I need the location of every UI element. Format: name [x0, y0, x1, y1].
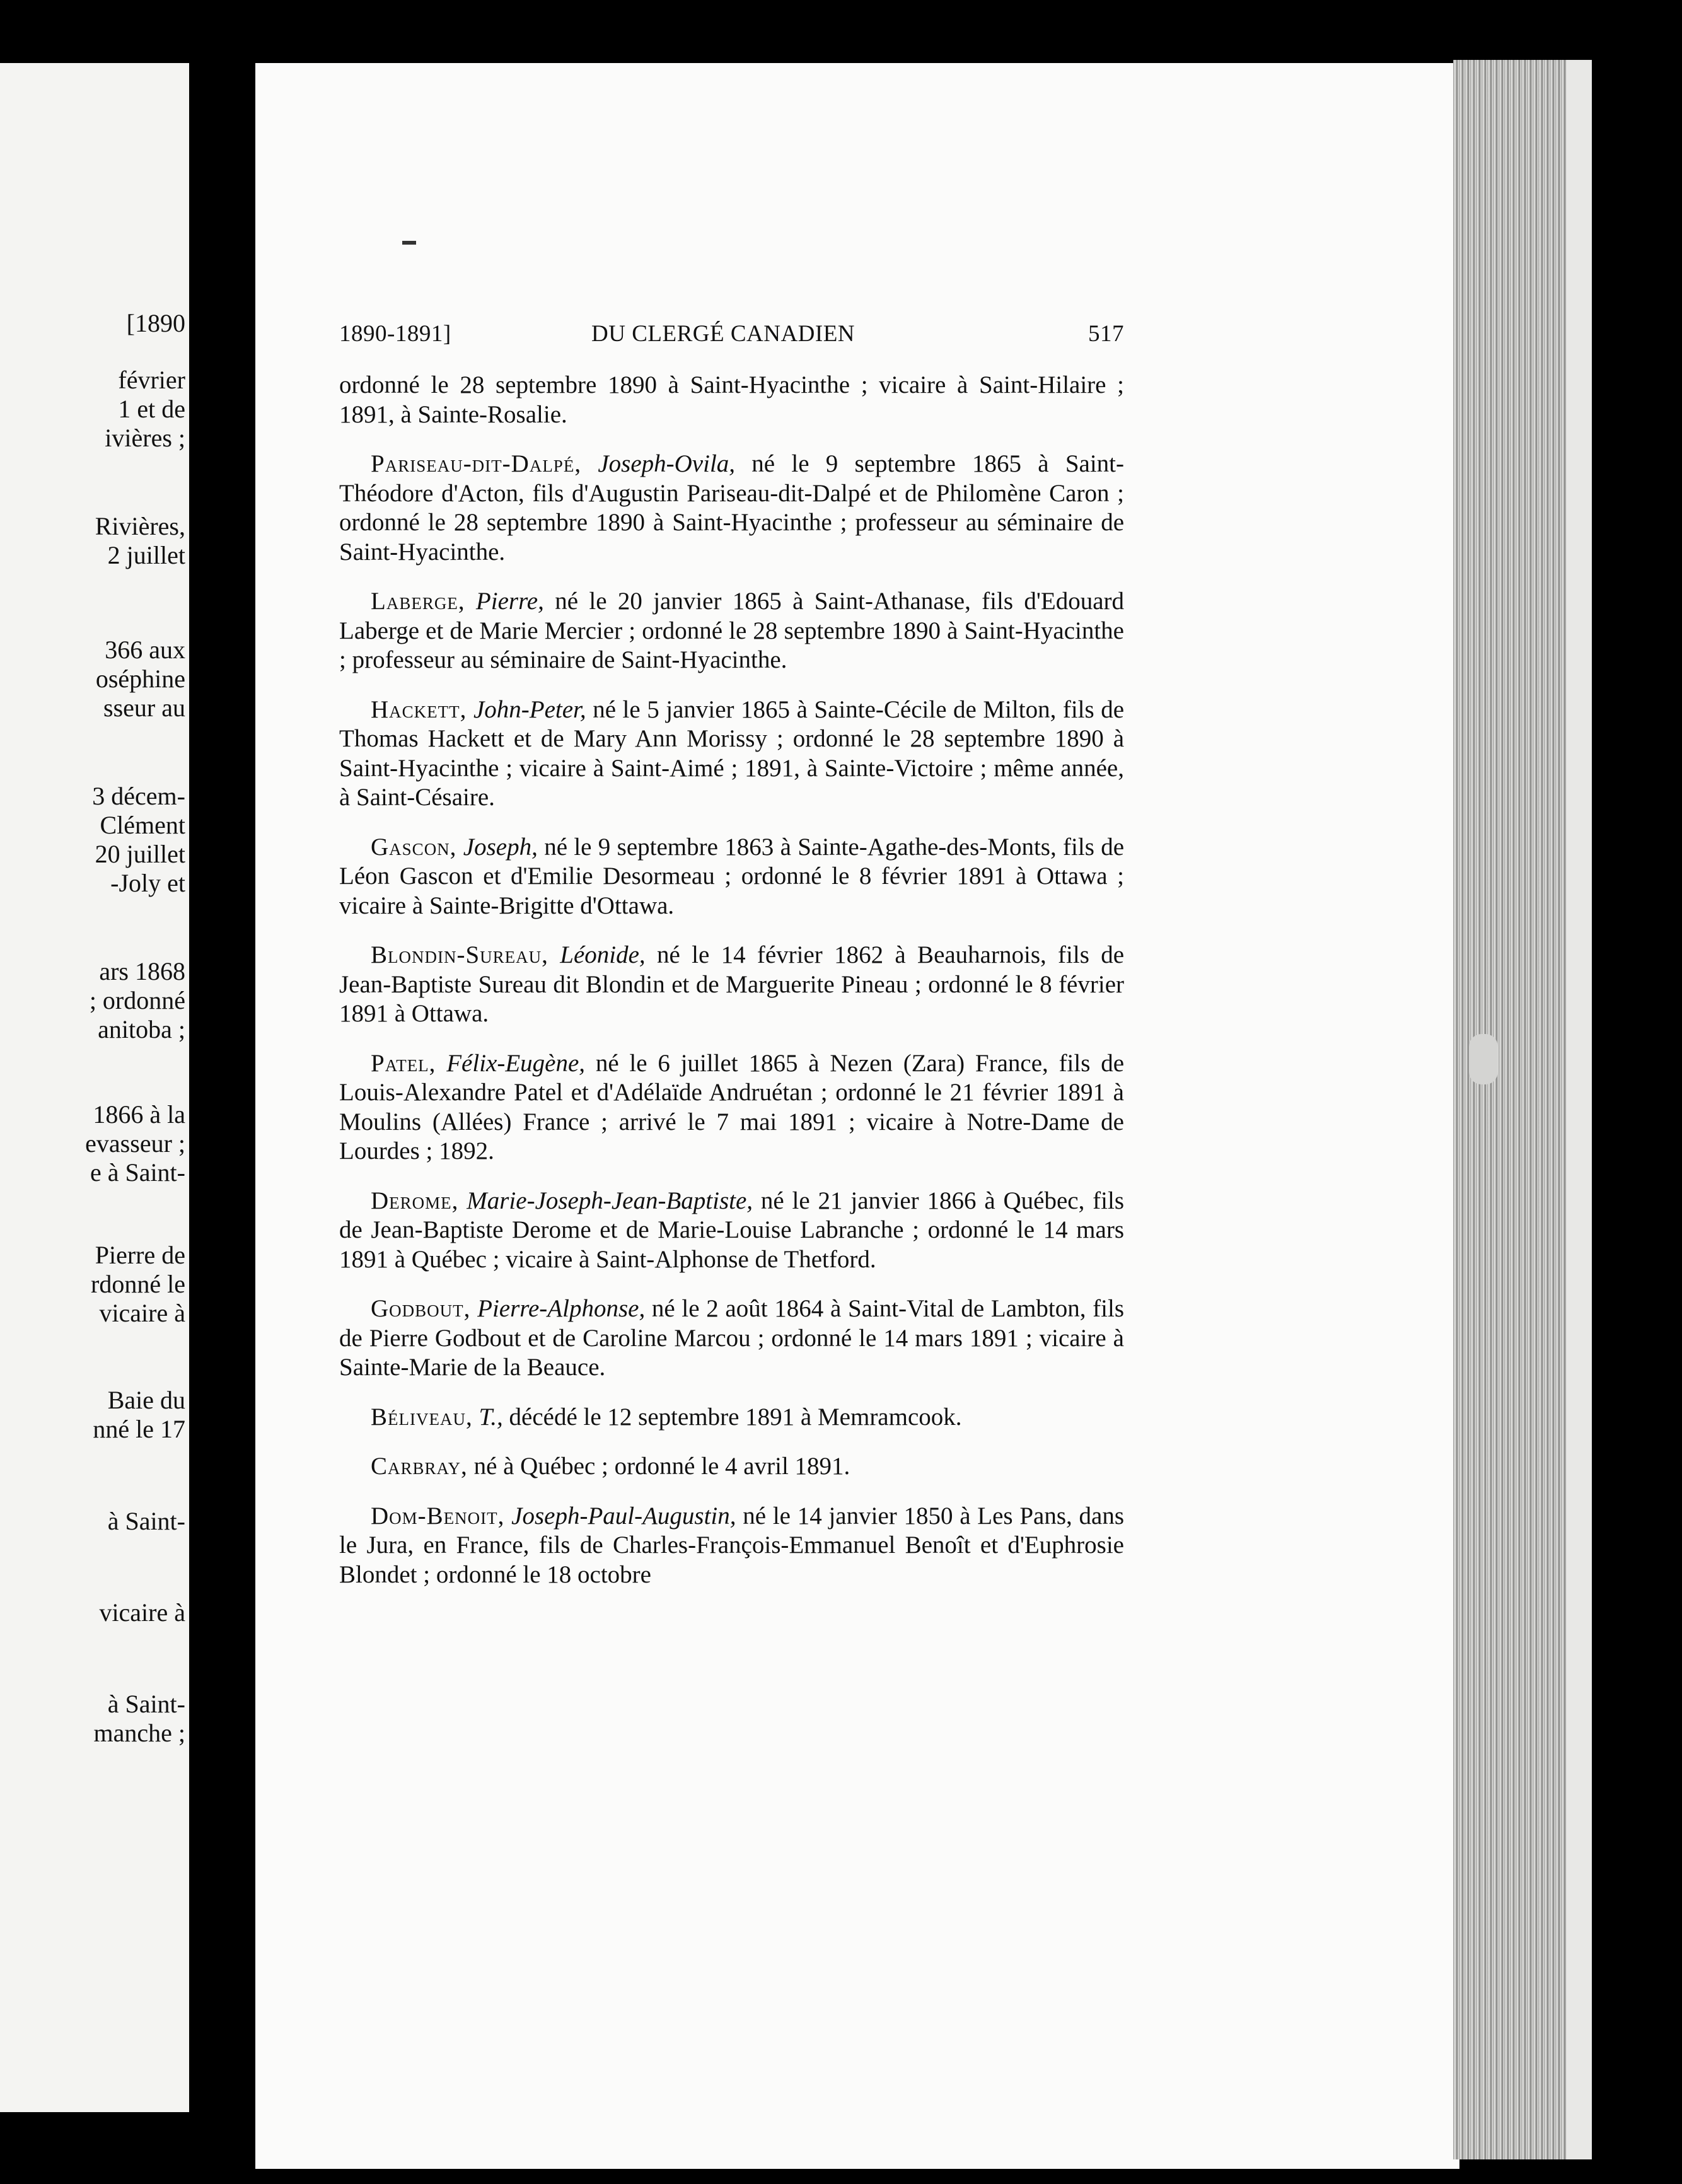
entry-text: né le 20 janvier 1865 à Saint-Athanase, fils d'Edouard Laberge et de Marie Mercier ; ordonné le 28 septembre 1890 à Saint-Hyacinthe ; professeur au séminaire de Saint-Hyacinthe. [339, 588, 1124, 673]
entry-surname: Blondin-Sureau, [371, 941, 548, 968]
left-page-line: manche ; [93, 1719, 185, 1747]
left-page-line: Pierre de [95, 1241, 185, 1269]
entry-surname: Laberge, [371, 588, 465, 615]
entry-surname: Patel, [371, 1049, 436, 1077]
entry-text: ordonné le 28 septembre 1890 à Saint-Hyacinthe ; vicaire à Saint-Hilaire ; 1891, à Sainte-Rosalie. [339, 371, 1124, 428]
entry-given-names: Joseph-Paul-Augustin, [511, 1502, 736, 1530]
left-page-line: Clément [100, 811, 185, 839]
entry-given-names: Pierre-Alphonse, [477, 1295, 646, 1322]
left-page-line: oséphine [95, 665, 185, 693]
page-number: 517 [1088, 321, 1124, 347]
left-page-line: nné le 17 [93, 1415, 185, 1443]
entry-given-names: John-Peter, [473, 695, 586, 723]
left-page-line: sseur au [103, 694, 185, 722]
left-page-line: ars 1868 [99, 957, 185, 985]
entry-text: né le 2 août 1864 à Saint-Vital de Lambton, fils de Pierre Godbout et de Caroline Marcou ; ordonné le 14 mars 1891 ; vicaire à Sainte-Marie de la Beauce. [339, 1295, 1125, 1381]
left-page-line: vicaire à [99, 1299, 185, 1327]
left-page-line: 20 juillet [95, 840, 185, 868]
left-page-line: anitoba ; [98, 1015, 185, 1043]
clergy-entry [339, 371, 1124, 429]
clergy-entry [339, 1187, 1124, 1275]
left-page-line: à Saint- [107, 1507, 185, 1535]
entry-surname: Béliveau, [371, 1403, 473, 1431]
entry-given-names: Marie-Joseph-Jean-Baptiste, [467, 1187, 753, 1214]
page-edges-outer [1567, 60, 1592, 2159]
left-facing-page [0, 63, 189, 2112]
page-tab-mark [1469, 1034, 1498, 1084]
entry-surname: Dom-Benoit, [371, 1502, 505, 1530]
entry-surname: Hackett, [371, 695, 467, 723]
left-page-text [0, 63, 189, 2112]
left-page-line: 1 et de [118, 395, 185, 423]
left-page-line: vicaire à [99, 1598, 185, 1627]
left-page-line: ; ordonné [89, 986, 185, 1014]
clergy-entry [339, 695, 1124, 813]
entry-given-names: T., [478, 1403, 503, 1431]
entry-text: né le 14 janvier 1850 à Les Pans, dans le Jura, en France, fils de Charles-François-Emmanuel Benoît et d'Euphrosie Blondet ; ordonné le 18 octobre [339, 1502, 1124, 1588]
entry-surname: Pariseau-dit-Dalpé, [371, 450, 582, 477]
clergy-entry [339, 1452, 1124, 1482]
left-page-line: rdonné le [91, 1270, 185, 1298]
body-text [339, 371, 1124, 1610]
entry-text: né à Québec ; ordonné le 4 avril 1891. [473, 1453, 850, 1480]
clergy-entry [339, 1294, 1124, 1383]
entry-given-names: Joseph, [463, 833, 538, 861]
running-head-title: DU CLERGÉ CANADIEN [591, 321, 856, 347]
left-page-line: février [118, 366, 185, 394]
entry-text: né le 6 juillet 1865 à Nezen (Zara) France, fils de Louis-Alexandre Patel et d'Adélaïde Andruétan ; ordonné le 21 février 1891 à Moulins (Allées) France ; arrivé le 7 mai 1891 ; vicaire à Notre-Dame de Lourdes ; 1892. [339, 1049, 1125, 1165]
entry-text: né le 9 septembre 1865 à Saint-Théodore d'Acton, fils d'Augustin Pariseau-dit-Dalpé et de Philomène Caron ; ordonné le 28 septembre 1890 à Saint-Hyacinthe ; professeur au séminaire de Saint-Hyacinthe. [339, 450, 1125, 566]
left-page-line: à Saint- [107, 1690, 185, 1718]
entry-surname: Carbray, [371, 1453, 468, 1480]
left-page-line: Rivières, [95, 512, 185, 540]
entry-text: décédé le 12 septembre 1891 à Memramcook. [509, 1403, 962, 1431]
left-page-line: 3 décem- [92, 782, 185, 810]
clergy-entry [339, 1049, 1124, 1166]
book-gutter [189, 0, 255, 2184]
ink-dash-mark [402, 241, 416, 245]
left-page-line: evasseur ; [85, 1129, 185, 1158]
clergy-entry [339, 1502, 1124, 1590]
running-head-years: 1890-1891] [339, 321, 451, 347]
entry-text: né le 9 septembre 1863 à Sainte-Agathe-des-Monts, fils de Léon Gascon et d'Emilie Desormeau ; ordonné le 8 février 1891 à Ottawa ; vicaire à Sainte-Brigitte d'Ottawa. [339, 833, 1125, 919]
entry-given-names: Joseph-Ovila, [598, 450, 736, 477]
left-page-line: [1890 [126, 309, 185, 337]
clergy-entry [339, 450, 1124, 567]
entry-given-names: Pierre, [475, 588, 544, 615]
left-page-line: ivières ; [105, 424, 185, 452]
clergy-entry [339, 1403, 1124, 1432]
entry-surname: Derome, [371, 1187, 459, 1214]
left-page-line: 366 aux [105, 636, 185, 664]
page-edges [1453, 60, 1567, 2159]
entry-surname: Godbout, [371, 1295, 471, 1322]
entry-text: né le 5 janvier 1865 à Sainte-Cécile de Milton, fils de Thomas Hackett et de Mary Ann Morissy ; ordonné le 28 septembre 1890 à Saint-Hyacinthe ; vicaire à Saint-Aimé ; 1891, à Sainte-Victoire ; même année, à Saint-Césaire. [339, 695, 1125, 811]
left-page-line: e à Saint- [90, 1158, 185, 1187]
entry-text: né le 14 février 1862 à Beauharnois, fils de Jean-Baptiste Sureau dit Blondin et de Marguerite Pineau ; ordonné le 8 février 1891 à Ottawa. [339, 941, 1125, 1027]
entry-given-names: Léonide, [560, 941, 646, 968]
entry-given-names: Félix-Eugène, [446, 1049, 586, 1077]
clergy-entry [339, 941, 1124, 1029]
left-page-line: Baie du [107, 1386, 185, 1414]
running-head [339, 320, 1124, 352]
clergy-entry [339, 587, 1124, 675]
clergy-entry [339, 833, 1124, 921]
entry-text: né le 21 janvier 1866 à Québec, fils de Jean-Baptiste Derome et de Marie-Louise Labranche ; ordonné le 14 mars 1891 à Québec ; vicaire à Saint-Alphonse de Thetford. [339, 1187, 1124, 1273]
left-page-line: 1866 à la [93, 1100, 185, 1129]
entry-surname: Gascon, [371, 833, 457, 861]
left-page-line: 2 juillet [107, 541, 185, 569]
left-page-line: -Joly et [110, 869, 185, 897]
